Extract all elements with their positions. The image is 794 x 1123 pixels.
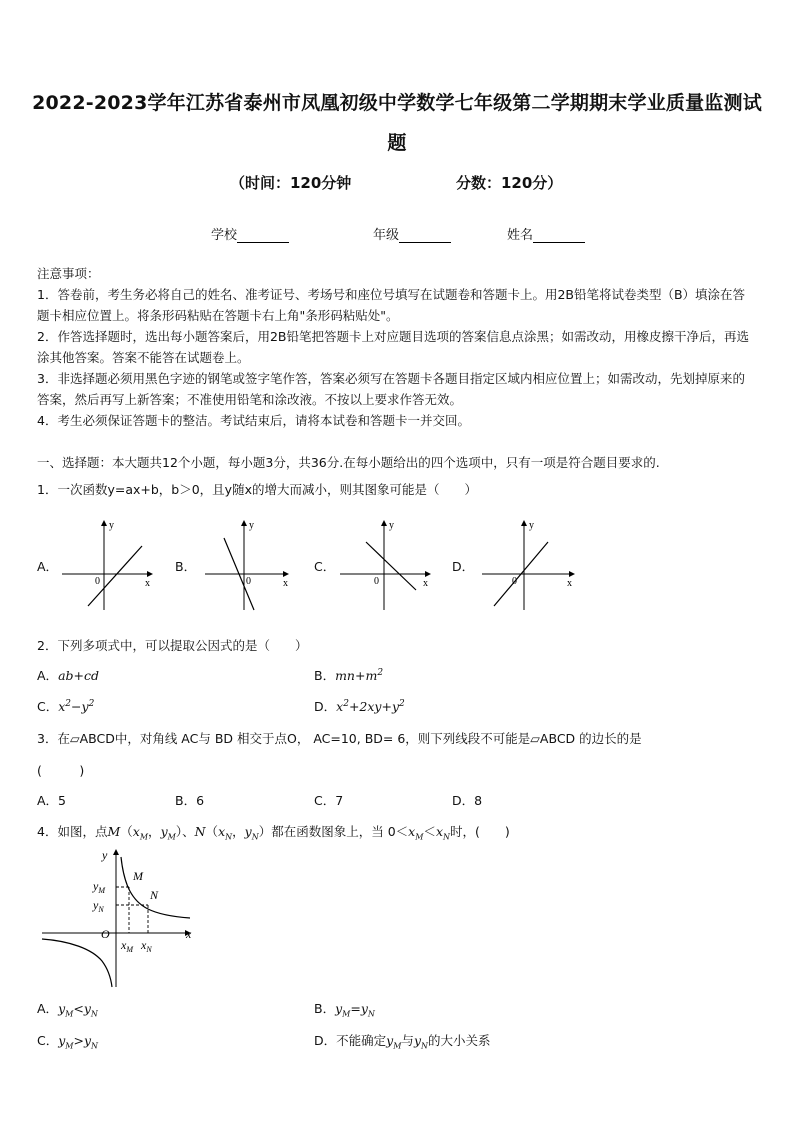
exam-score: 分数：120分）: [456, 174, 563, 192]
exponent: 2: [88, 698, 95, 709]
grade-label: 年级: [373, 228, 400, 243]
y-axis-arrow-icon: [521, 520, 527, 526]
question-3-paren: ( ): [37, 763, 85, 778]
var-y: y: [360, 1001, 368, 1016]
exponent: 2: [377, 667, 384, 678]
y-label: y: [389, 520, 394, 531]
name-label: 姓名: [507, 228, 534, 243]
q4-option-a: [37, 999, 98, 1019]
var-x: x: [435, 824, 443, 839]
origin-label: 0: [246, 576, 251, 587]
school-blank: [237, 229, 289, 243]
y-label: y: [249, 520, 254, 531]
var-x: x: [218, 824, 226, 839]
origin-label: 0: [512, 576, 517, 587]
option-text: 与: [401, 1033, 414, 1048]
option-label: D．: [314, 1033, 337, 1048]
y-axis-arrow-icon: [241, 520, 247, 526]
grade-field: [373, 224, 451, 243]
option-expression: x: [336, 699, 344, 714]
x-axis-arrow-icon: [425, 571, 431, 577]
section-heading: 一、选择题：本大题共12个小题，每小题3分，共36分.在每小题给出的四个选项中，只有一项是符合题目要求的.: [37, 455, 660, 470]
var-y: y: [58, 1001, 66, 1016]
y-axis-arrow-icon: [381, 520, 387, 526]
option-label: A．: [37, 668, 59, 683]
stem-text: 4．如图，点: [37, 824, 108, 839]
y-label: y: [529, 520, 534, 531]
option-label: C．: [37, 1033, 59, 1048]
var-y: y: [386, 1033, 394, 1048]
option-label: D．: [314, 699, 337, 714]
point-m: M: [107, 824, 121, 839]
note-item-4: 4．考生必须保证答题卡的整洁。考试结束后，请将本试卷和答题卡一并交回。: [37, 413, 470, 428]
subscript: M: [393, 1041, 402, 1051]
option-label: A．: [37, 1001, 59, 1016]
point-n: N: [194, 824, 206, 839]
stem-text: 时，( ): [450, 824, 510, 839]
q2-option-b: [314, 666, 383, 684]
point-m-label: M: [133, 869, 143, 883]
q3-option-c: C．7: [314, 793, 344, 808]
name-blank: [533, 229, 585, 243]
var-x: x: [132, 824, 140, 839]
subscript: M: [342, 1009, 351, 1019]
q3-option-b: B．6: [175, 793, 205, 808]
option-label: C．: [37, 699, 59, 714]
var-y: y: [83, 1001, 91, 1016]
origin-label: O: [101, 927, 110, 941]
note-item-3: 3．非选择题必须用黑色字迹的钢笔或签字笔作答，答案必须写在答题卡各题目指定区域内相应位置上；如需改动，先划掉原来的答案，然后再写上新答案；不准使用铅笔和涂改液。不按以上要求作答无效。: [37, 371, 745, 407]
option-expression: +2xy+y: [348, 699, 400, 714]
hyperbola-branch-2: [42, 939, 112, 987]
exam-time: （时间：120分钟: [230, 174, 352, 192]
page-title: 2022-2023学年江苏省泰州市凤凰初级中学数学七年级第二学期期末学业质量监测试: [32, 92, 762, 114]
q4-option-b: [314, 999, 375, 1019]
y-label: y: [109, 520, 114, 531]
subscript: M: [65, 1041, 74, 1051]
subscript: N: [90, 1009, 98, 1019]
name-field: [507, 224, 585, 243]
x-axis-arrow-icon: [147, 571, 153, 577]
var-y: y: [413, 1033, 421, 1048]
question-2-stem: 2．下列多项式中，可以提取公因式的是（ ）: [37, 638, 308, 653]
x-axis-arrow-icon: [283, 571, 289, 577]
note-item-1: 1．答卷前，考生务必将自己的姓名、准考证号、考场号和座位号填写在试题卷和答题卡上。用2B铅笔将试卷类型（B）填涂在答题卡相应位置上。将条形码粘贴在答题卡右上角"条形码粘贴处"。: [37, 287, 746, 323]
operator: <: [73, 1001, 84, 1016]
q1-graph-a: [62, 518, 157, 613]
xn-label: $x_N$: [141, 938, 152, 954]
subscript: M: [65, 1009, 74, 1019]
q1-option-a-label: A．: [37, 559, 59, 574]
q4-option-c: [37, 1031, 98, 1051]
q3-option-d: D．8: [452, 793, 483, 808]
operator: =: [350, 1001, 361, 1016]
x-label: x: [567, 578, 572, 589]
point-n-label: N: [150, 888, 159, 902]
x-label: x: [423, 578, 428, 589]
y-axis-arrow-icon: [113, 849, 119, 855]
option-expression: −y: [71, 699, 89, 714]
origin-label: 0: [95, 576, 100, 587]
note-item-2: 2．作答选择题时，选出每小题答案后，用2B铅笔把答题卡上对应题目选项的答案信息点涂黑；如需改动，用橡皮擦干净后，再选涂其他答案。答案不能答在试题卷上。: [37, 329, 749, 365]
stem-text: 都在函数图象上，当 0＜: [271, 824, 409, 839]
option-label: B．: [314, 668, 336, 683]
var-y: y: [335, 1001, 343, 1016]
yn-label: $y_N$: [93, 898, 104, 914]
subscript: N: [421, 1041, 428, 1051]
subscript: N: [225, 832, 233, 842]
operator: >: [73, 1033, 84, 1048]
q3-option-a: A．5: [37, 793, 67, 808]
q1-option-c-label: C．: [314, 559, 336, 574]
option-expression: ab+cd: [58, 668, 99, 683]
q1-option-d-label: D．: [452, 559, 475, 574]
q1-option-b-label: B．: [175, 559, 197, 574]
grade-blank: [399, 229, 451, 243]
option-label: B．: [314, 1001, 336, 1016]
notes: [37, 263, 757, 431]
q2-option-c: [37, 697, 94, 715]
stem-text: 、: [182, 824, 195, 839]
option-expression: x: [58, 699, 66, 714]
y-axis-arrow-icon: [101, 520, 107, 526]
option-expression: mn+m: [335, 668, 378, 683]
x-axis-arrow-icon: [569, 571, 575, 577]
option-text: 的大小关系: [428, 1033, 491, 1048]
subscript: M: [167, 832, 176, 842]
q4-graph: [40, 845, 200, 990]
question-1-stem: 1．一次函数y=ax+b，b＞0，且y随x的增大而减小，则其图象可能是（ ）: [37, 482, 477, 497]
x-label: x: [145, 578, 150, 589]
origin-label: 0: [374, 576, 379, 587]
q2-option-a: [37, 666, 99, 684]
school-field: [211, 224, 289, 243]
xm-label: $x_M$: [121, 938, 133, 954]
y-label: y: [102, 848, 108, 862]
subscript: N: [367, 1009, 375, 1019]
x-label: x: [283, 578, 288, 589]
subscript: N: [251, 832, 259, 842]
page-title-continued: 题: [387, 132, 407, 154]
question-4-stem: 4．如图，点$M(x_M$，$y_M$）、$N(x_N$，$y_N$）都在函数图象上，当 $0<x_M<x_N$时，( ): [37, 824, 510, 842]
var-y: y: [58, 1033, 66, 1048]
option-text: 不能确定: [336, 1033, 387, 1048]
q1-graph-b: [200, 518, 295, 613]
var-y: y: [160, 824, 168, 839]
q2-option-d: [314, 697, 405, 715]
x-label: x: [186, 927, 192, 941]
var-x: x: [408, 824, 416, 839]
question-3-stem: 3．在▱ABCD中，对角线 AC与 BD 相交于点O， AC=10, BD= 6，则下列线段不可能是▱ABCD 的边长的是: [37, 731, 642, 746]
school-label: 学校: [211, 228, 238, 243]
exponent: 2: [65, 698, 72, 709]
subscript: M: [139, 832, 149, 842]
subscript: N: [443, 832, 450, 842]
notes-heading: 注意事项：: [37, 266, 100, 281]
q1-graph-c: [340, 518, 435, 613]
q1-graph-d: [482, 518, 582, 613]
exponent: 2: [343, 698, 349, 709]
exponent: 2: [399, 698, 405, 709]
var-y: y: [244, 824, 252, 839]
subscript: M: [415, 832, 424, 842]
subscript: N: [91, 1041, 99, 1051]
ym-label: $y_M$: [93, 879, 105, 895]
q4-option-d: [314, 1031, 491, 1051]
var-y: y: [83, 1033, 92, 1048]
